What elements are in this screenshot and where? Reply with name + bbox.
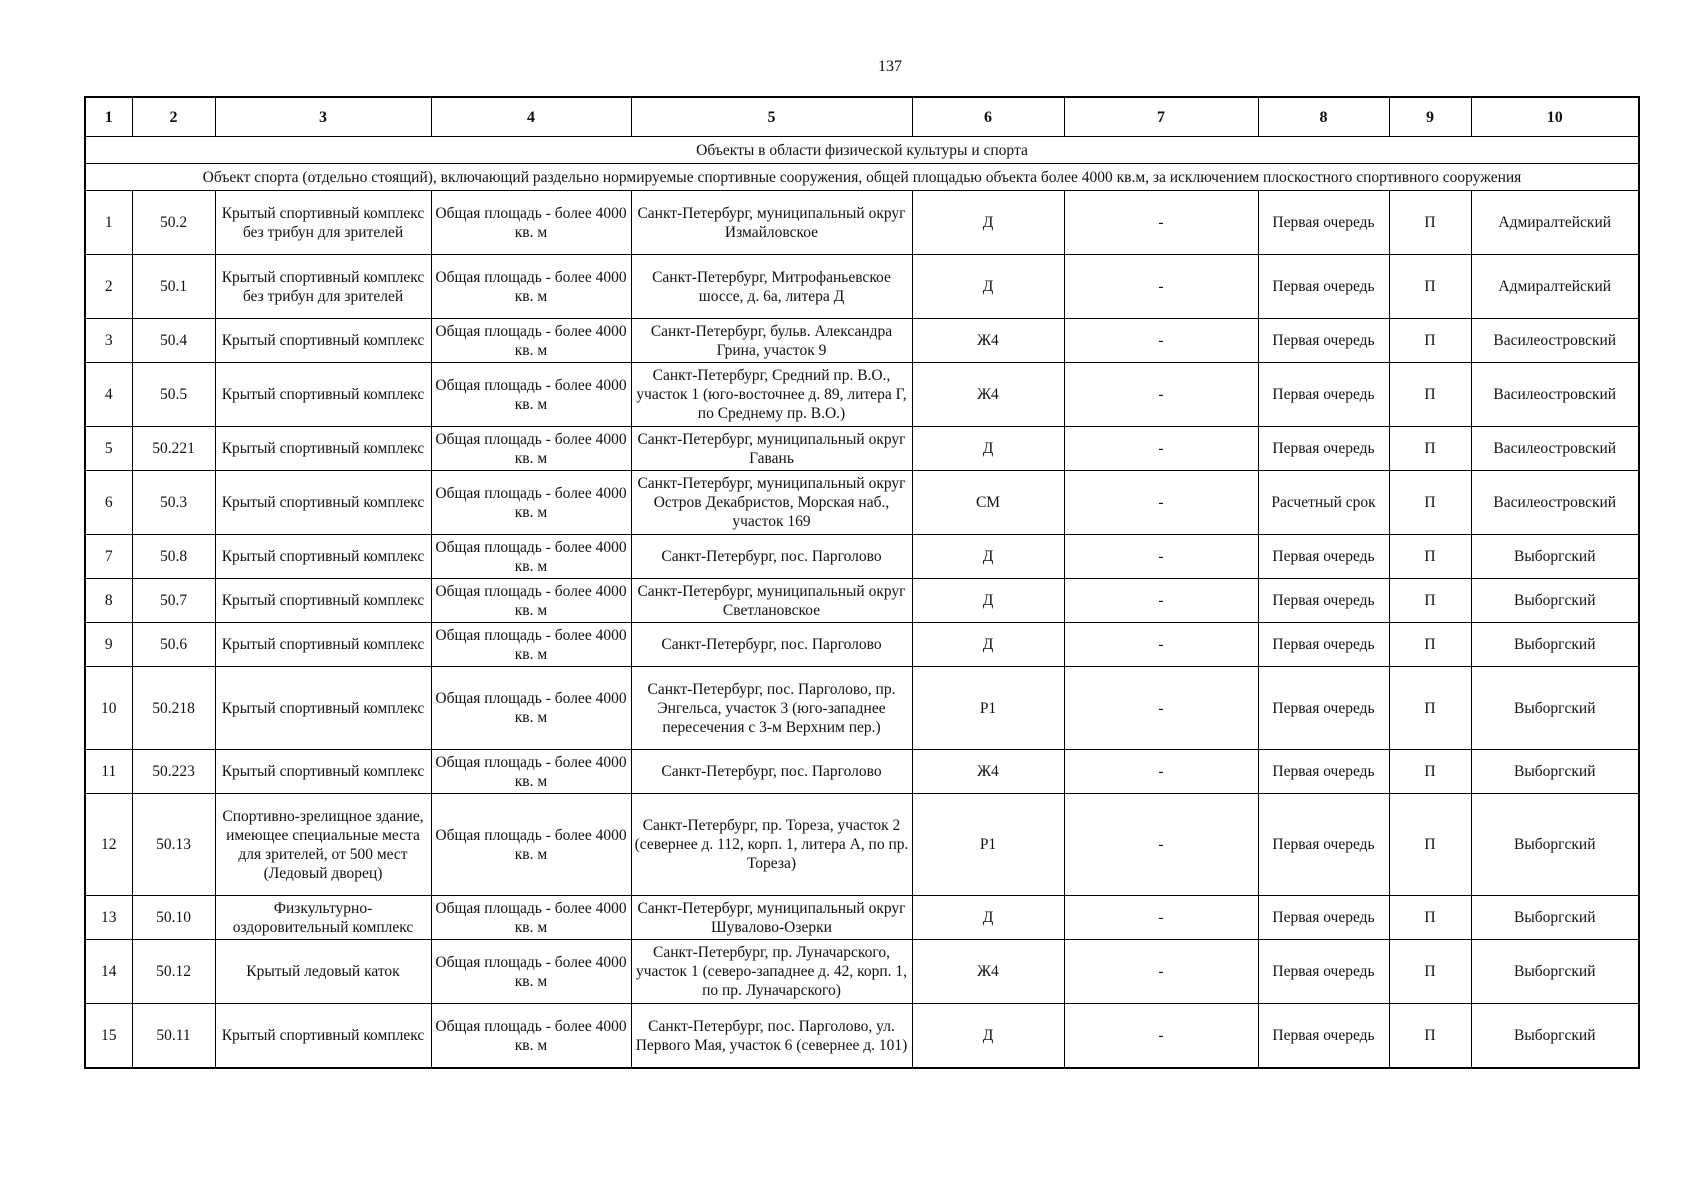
column9-cell: П xyxy=(1389,579,1471,623)
stage-cell: Первая очередь xyxy=(1258,319,1389,363)
row-number-cell: 3 xyxy=(85,319,132,363)
row-number-cell: 4 xyxy=(85,363,132,427)
column9-cell: П xyxy=(1389,255,1471,319)
table-row xyxy=(85,319,1639,363)
location-cell: Санкт-Петербург, муниципальный округ Шувалово-Озерки xyxy=(631,896,912,940)
subsection-title: Объект спорта (отдельно стоящий), включающий раздельно нормируемые спортивные сооружения, общей площадью объекта более 4000 кв.м, за исключением плоскостного спортивного сооружения xyxy=(85,164,1639,191)
stage-cell: Первая очередь xyxy=(1258,255,1389,319)
column-header: 10 xyxy=(1471,97,1639,137)
column7-cell: - xyxy=(1064,363,1258,427)
row-number-cell: 9 xyxy=(85,623,132,667)
code-cell: 50.1 xyxy=(132,255,215,319)
column9-cell: П xyxy=(1389,896,1471,940)
code-cell: 50.10 xyxy=(132,896,215,940)
location-cell: Санкт-Петербург, пр. Тореза, участок 2 (севернее д. 112, корп. 1, литера А, по пр. Тореза) xyxy=(631,794,912,896)
parameter-cell: Общая площадь - более 4000 кв. м xyxy=(431,579,631,623)
stage-cell: Первая очередь xyxy=(1258,535,1389,579)
code-cell: 50.13 xyxy=(132,794,215,896)
parameter-cell: Общая площадь - более 4000 кв. м xyxy=(431,750,631,794)
column9-cell: П xyxy=(1389,363,1471,427)
column7-cell: - xyxy=(1064,191,1258,255)
column9-cell: П xyxy=(1389,319,1471,363)
row-number-cell: 6 xyxy=(85,471,132,535)
table-row xyxy=(85,535,1639,579)
table-row xyxy=(85,940,1639,1004)
column7-cell: - xyxy=(1064,319,1258,363)
code-cell: 50.3 xyxy=(132,471,215,535)
column-header: 5 xyxy=(631,97,912,137)
column7-cell: - xyxy=(1064,535,1258,579)
code-cell: 50.218 xyxy=(132,667,215,750)
object-name-cell: Физкультурно-оздоровительный комплекс xyxy=(215,896,431,940)
district-cell: Выборгский xyxy=(1471,535,1639,579)
district-cell: Выборгский xyxy=(1471,623,1639,667)
parameter-cell: Общая площадь - более 4000 кв. м xyxy=(431,363,631,427)
parameter-cell: Общая площадь - более 4000 кв. м xyxy=(431,191,631,255)
district-cell: Выборгский xyxy=(1471,1004,1639,1069)
object-name-cell: Крытый спортивный комплекс xyxy=(215,363,431,427)
code-cell: 50.2 xyxy=(132,191,215,255)
section-row xyxy=(85,137,1639,164)
zone-cell: Р1 xyxy=(912,667,1064,750)
column-header: 4 xyxy=(431,97,631,137)
stage-cell: Первая очередь xyxy=(1258,623,1389,667)
location-cell: Санкт-Петербург, муниципальный округ Гавань xyxy=(631,427,912,471)
table-row xyxy=(85,896,1639,940)
location-cell: Санкт-Петербург, пос. Парголово xyxy=(631,535,912,579)
zone-cell: Д xyxy=(912,191,1064,255)
parameter-cell: Общая площадь - более 4000 кв. м xyxy=(431,794,631,896)
zone-cell: Д xyxy=(912,623,1064,667)
column-header: 9 xyxy=(1389,97,1471,137)
table-row xyxy=(85,427,1639,471)
subsection-row xyxy=(85,164,1639,191)
column9-cell: П xyxy=(1389,794,1471,896)
object-name-cell: Крытый спортивный комплекс xyxy=(215,319,431,363)
table-row xyxy=(85,579,1639,623)
page-number: 137 xyxy=(878,58,902,75)
parameter-cell: Общая площадь - более 4000 кв. м xyxy=(431,535,631,579)
parameter-cell: Общая площадь - более 4000 кв. м xyxy=(431,1004,631,1069)
column-header: 8 xyxy=(1258,97,1389,137)
column9-cell: П xyxy=(1389,535,1471,579)
row-number-cell: 15 xyxy=(85,1004,132,1069)
column7-cell: - xyxy=(1064,1004,1258,1069)
table-row xyxy=(85,750,1639,794)
parameter-cell: Общая площадь - более 4000 кв. м xyxy=(431,255,631,319)
object-name-cell: Крытый спортивный комплекс xyxy=(215,667,431,750)
district-cell: Адмиралтейский xyxy=(1471,191,1639,255)
zone-cell: Д xyxy=(912,896,1064,940)
stage-cell: Первая очередь xyxy=(1258,896,1389,940)
row-number-cell: 2 xyxy=(85,255,132,319)
row-number-cell: 1 xyxy=(85,191,132,255)
column-header: 7 xyxy=(1064,97,1258,137)
location-cell: Санкт-Петербург, пос. Парголово xyxy=(631,750,912,794)
location-cell: Санкт-Петербург, бульв. Александра Грина, участок 9 xyxy=(631,319,912,363)
zone-cell: Д xyxy=(912,579,1064,623)
parameter-cell: Общая площадь - более 4000 кв. м xyxy=(431,623,631,667)
object-name-cell: Крытый спортивный комплекс xyxy=(215,427,431,471)
table-row xyxy=(85,794,1639,896)
row-number-cell: 5 xyxy=(85,427,132,471)
location-cell: Санкт-Петербург, пос. Парголово xyxy=(631,623,912,667)
object-name-cell: Крытый спортивный комплекс xyxy=(215,471,431,535)
row-number-cell: 13 xyxy=(85,896,132,940)
object-name-cell: Крытый спортивный комплекс xyxy=(215,750,431,794)
location-cell: Санкт-Петербург, пос. Парголово, пр. Энгельса, участок 3 (юго-западнее пересечения с 3-м Верхним пер.) xyxy=(631,667,912,750)
column7-cell: - xyxy=(1064,896,1258,940)
district-cell: Выборгский xyxy=(1471,579,1639,623)
column9-cell: П xyxy=(1389,623,1471,667)
column7-cell: - xyxy=(1064,794,1258,896)
object-name-cell: Спортивно-зрелищное здание, имеющее специальные места для зрителей, от 500 мест (Ледовый дворец) xyxy=(215,794,431,896)
code-cell: 50.223 xyxy=(132,750,215,794)
row-number-cell: 11 xyxy=(85,750,132,794)
parameter-cell: Общая площадь - более 4000 кв. м xyxy=(431,319,631,363)
location-cell: Санкт-Петербург, Средний пр. В.О., участок 1 (юго-восточнее д. 89, литера Г, по Среднему пр. В.О.) xyxy=(631,363,912,427)
column9-cell: П xyxy=(1389,191,1471,255)
code-cell: 50.4 xyxy=(132,319,215,363)
stage-cell: Первая очередь xyxy=(1258,427,1389,471)
column-header: 2 xyxy=(132,97,215,137)
object-name-cell: Крытый спортивный комплекс xyxy=(215,1004,431,1069)
row-number-cell: 10 xyxy=(85,667,132,750)
column-header: 1 xyxy=(85,97,132,137)
zone-cell: Ж4 xyxy=(912,363,1064,427)
parameter-cell: Общая площадь - более 4000 кв. м xyxy=(431,471,631,535)
zone-cell: Д xyxy=(912,1004,1064,1069)
object-name-cell: Крытый ледовый каток xyxy=(215,940,431,1004)
stage-cell: Первая очередь xyxy=(1258,750,1389,794)
column9-cell: П xyxy=(1389,750,1471,794)
location-cell: Санкт-Петербург, пос. Парголово, ул. Первого Мая, участок 6 (севернее д. 101) xyxy=(631,1004,912,1069)
district-cell: Адмиралтейский xyxy=(1471,255,1639,319)
table-row xyxy=(85,191,1639,255)
zone-cell: Ж4 xyxy=(912,319,1064,363)
column7-cell: - xyxy=(1064,255,1258,319)
column9-cell: П xyxy=(1389,1004,1471,1069)
zone-cell: СМ xyxy=(912,471,1064,535)
code-cell: 50.11 xyxy=(132,1004,215,1069)
table-row xyxy=(85,363,1639,427)
parameter-cell: Общая площадь - более 4000 кв. м xyxy=(431,427,631,471)
parameter-cell: Общая площадь - более 4000 кв. м xyxy=(431,667,631,750)
district-cell: Василеостровский xyxy=(1471,427,1639,471)
code-cell: 50.12 xyxy=(132,940,215,1004)
location-cell: Санкт-Петербург, Митрофаньевское шоссе, д. 6а, литера Д xyxy=(631,255,912,319)
location-cell: Санкт-Петербург, муниципальный округ Измайловское xyxy=(631,191,912,255)
stage-cell: Первая очередь xyxy=(1258,363,1389,427)
column9-cell: П xyxy=(1389,667,1471,750)
row-number-cell: 14 xyxy=(85,940,132,1004)
column7-cell: - xyxy=(1064,427,1258,471)
location-cell: Санкт-Петербург, муниципальный округ Светлановское xyxy=(631,579,912,623)
row-number-cell: 8 xyxy=(85,579,132,623)
zone-cell: Ж4 xyxy=(912,940,1064,1004)
table-row xyxy=(85,1004,1639,1069)
column-header: 6 xyxy=(912,97,1064,137)
column7-cell: - xyxy=(1064,667,1258,750)
object-name-cell: Крытый спортивный комплекс xyxy=(215,579,431,623)
column7-cell: - xyxy=(1064,750,1258,794)
object-name-cell: Крытый спортивный комплекс без трибун для зрителей xyxy=(215,255,431,319)
object-name-cell: Крытый спортивный комплекс xyxy=(215,623,431,667)
code-cell: 50.5 xyxy=(132,363,215,427)
row-number-cell: 12 xyxy=(85,794,132,896)
district-cell: Выборгский xyxy=(1471,794,1639,896)
stage-cell: Первая очередь xyxy=(1258,579,1389,623)
zone-cell: Ж4 xyxy=(912,750,1064,794)
table-row xyxy=(85,667,1639,750)
column-header: 3 xyxy=(215,97,431,137)
table-row xyxy=(85,255,1639,319)
stage-cell: Первая очередь xyxy=(1258,794,1389,896)
code-cell: 50.8 xyxy=(132,535,215,579)
district-cell: Василеостровский xyxy=(1471,363,1639,427)
column-header-row xyxy=(85,97,1639,137)
stage-cell: Первая очередь xyxy=(1258,667,1389,750)
location-cell: Санкт-Петербург, пр. Луначарского, участок 1 (северо-западнее д. 42, корп. 1, по пр. Луначарского) xyxy=(631,940,912,1004)
district-cell: Выборгский xyxy=(1471,940,1639,1004)
column7-cell: - xyxy=(1064,471,1258,535)
district-cell: Василеостровский xyxy=(1471,471,1639,535)
code-cell: 50.7 xyxy=(132,579,215,623)
column7-cell: - xyxy=(1064,579,1258,623)
district-cell: Выборгский xyxy=(1471,896,1639,940)
row-number-cell: 7 xyxy=(85,535,132,579)
parameter-cell: Общая площадь - более 4000 кв. м xyxy=(431,896,631,940)
column7-cell: - xyxy=(1064,623,1258,667)
parameter-cell: Общая площадь - более 4000 кв. м xyxy=(431,940,631,1004)
code-cell: 50.221 xyxy=(132,427,215,471)
district-cell: Василеостровский xyxy=(1471,319,1639,363)
object-name-cell: Крытый спортивный комплекс без трибун для зрителей xyxy=(215,191,431,255)
zone-cell: Д xyxy=(912,535,1064,579)
stage-cell: Первая очередь xyxy=(1258,1004,1389,1069)
zone-cell: Д xyxy=(912,427,1064,471)
zone-cell: Р1 xyxy=(912,794,1064,896)
zone-cell: Д xyxy=(912,255,1064,319)
table-row xyxy=(85,623,1639,667)
column9-cell: П xyxy=(1389,471,1471,535)
column7-cell: - xyxy=(1064,940,1258,1004)
table-row xyxy=(85,471,1639,535)
column9-cell: П xyxy=(1389,940,1471,1004)
column9-cell: П xyxy=(1389,427,1471,471)
code-cell: 50.6 xyxy=(132,623,215,667)
stage-cell: Расчетный срок xyxy=(1258,471,1389,535)
stage-cell: Первая очередь xyxy=(1258,191,1389,255)
location-cell: Санкт-Петербург, муниципальный округ Остров Декабристов, Морская наб., участок 169 xyxy=(631,471,912,535)
section-title: Объекты в области физической культуры и спорта xyxy=(85,137,1639,164)
district-cell: Выборгский xyxy=(1471,750,1639,794)
object-name-cell: Крытый спортивный комплекс xyxy=(215,535,431,579)
objects-table xyxy=(84,96,1640,1069)
stage-cell: Первая очередь xyxy=(1258,940,1389,1004)
district-cell: Выборгский xyxy=(1471,667,1639,750)
